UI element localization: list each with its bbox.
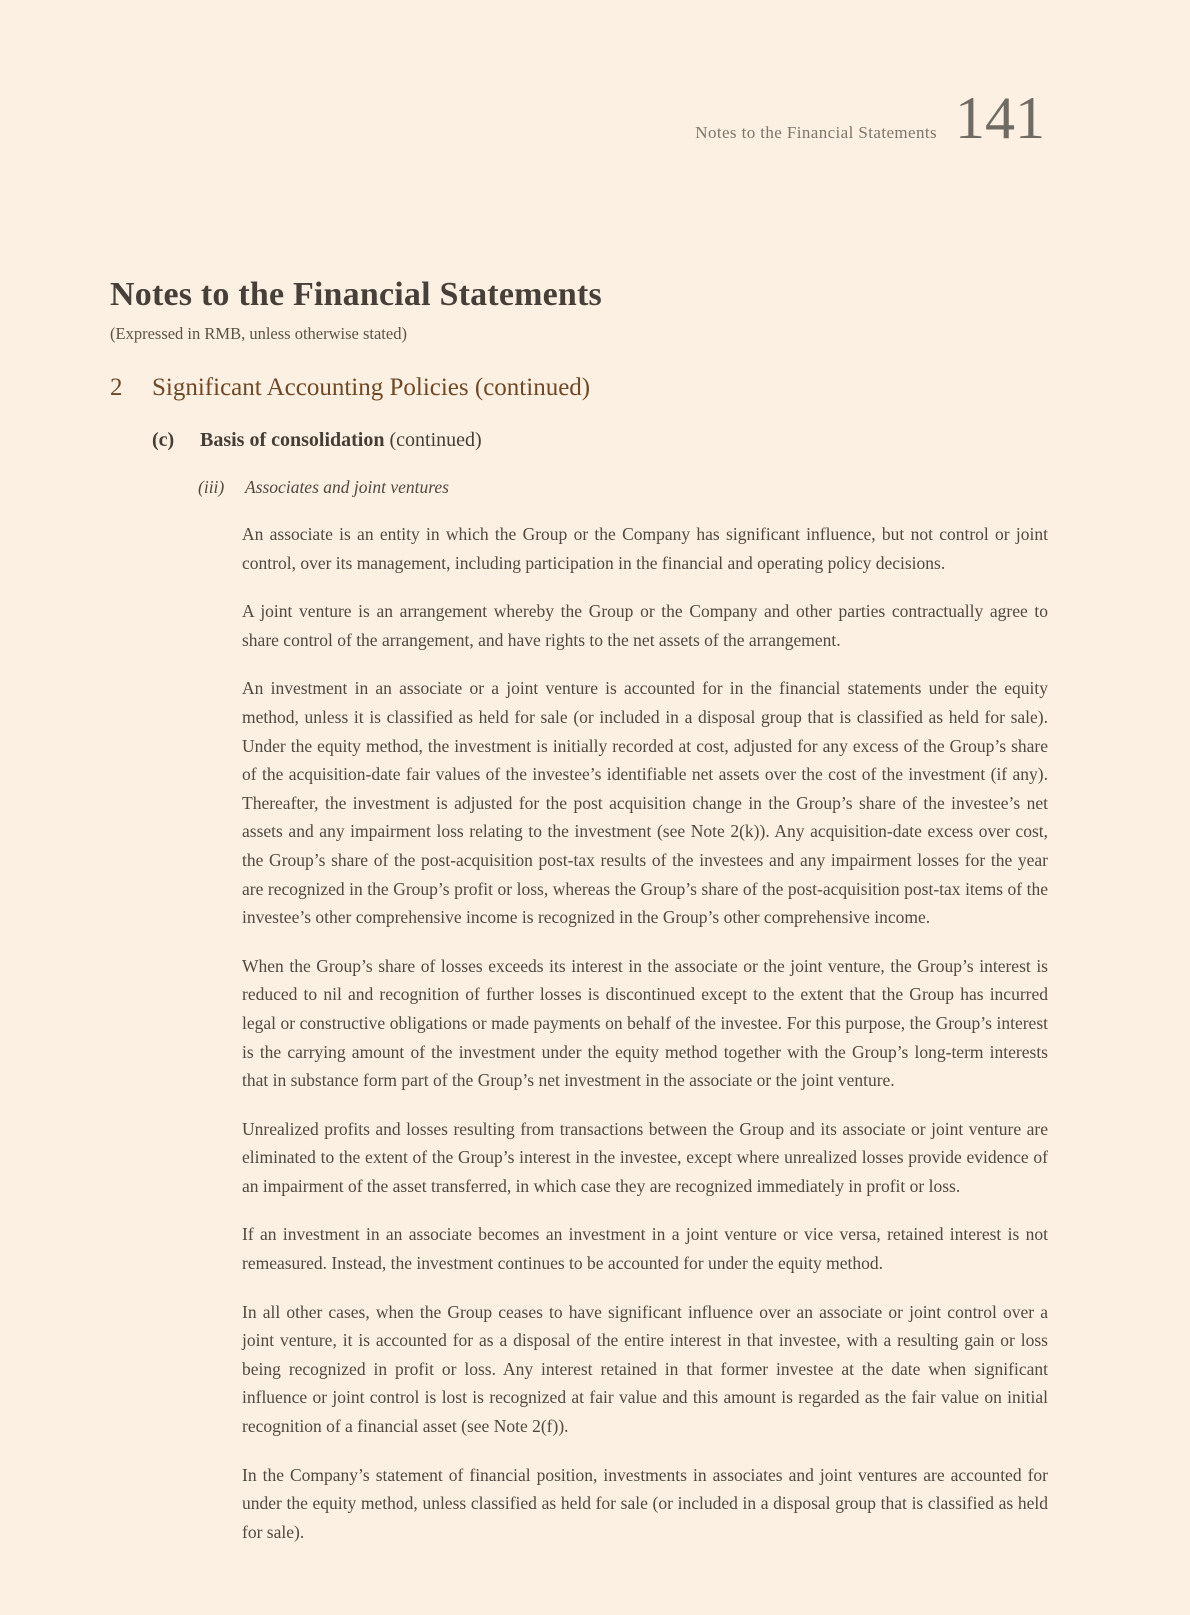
paragraph-associate-definition: An associate is an entity in which the Group or the Company has significant influence, but not control or joint control, over its management, including participation in the financial and operating policy decisions. [242, 524, 1048, 573]
section-heading [110, 374, 1048, 402]
section-number: 2 [110, 374, 123, 401]
paragraph-joint-venture-definition: A joint venture is an arrangement whereby the Group or the Company and other parties contractually agree to share control of the arrangement, and have rights to the net assets of the arrangement. [242, 601, 1048, 650]
subsection-title-bold: Basis of consolidation [200, 429, 385, 451]
subsubsection-heading [198, 477, 1048, 498]
page-number: 141 [955, 85, 1045, 151]
page-subtitle: (Expressed in RMB, unless otherwise stated) [110, 324, 407, 343]
subsection-heading [152, 429, 1048, 452]
paragraph-retained-interest: If an investment in an associate becomes an investment in a joint venture or vice versa, retained interest is not remeasured. Instead, the investment continues to be accounted for under the equity method. [242, 1224, 1048, 1274]
running-header-label: Notes to the Financial Statements [695, 123, 937, 142]
running-header [695, 85, 1045, 151]
paragraph-equity-method: An investment in an associate or a joint venture is accounted for in the financial statements under the equity method, unless it is classified as held for sale (or included in a disposal group that is classified as held for sale). Under the equity method, the investment is initially recorded at cost, adjusted for any excess of the Group’s share of the acquisition-date fair values of the investee’s identifiable net assets over the cost of the investment (if any). Thereafter, the investment is adjusted for the post acquisition change in the Group’s share of the investee’s net assets and any impairment loss relating to the investment (see Note 2(k)). Any acquisition-date excess over cost, the Group’s share of the post-acquisition post-tax results of the investees and any impairment losses for the year are recognized in the Group’s profit or loss, whereas the Group’s share of the post-acquisition post-tax items of the investee’s other comprehensive income is recognized in the Group’s other comprehensive income. [242, 678, 1048, 928]
paragraph-share-of-losses: When the Group’s share of losses exceeds its interest in the associate or the joint venture, the Group’s interest is reduced to nil and recognition of further losses is discontinued except to the extent that the Group has incurred legal or constructive obligations or made payments on behalf of the investee. For this purpose, the Group’s interest is the carrying amount of the investment under the equity method together with the Group’s long-term interests that in substance form part of the Group’s net investment in the associate or the joint venture. [242, 955, 1048, 1091]
paragraph-loss-of-influence: In all other cases, when the Group ceases to have significant influence over an associate or joint control over a joint venture, it is accounted for as a disposal of the entire interest in that investee, with a resulting gain or loss being recognized in profit or loss. Any interest retained in that former investee at the date when significant influence or joint control is lost is recognized at fair value and this amount is regarded as the fair value on initial recognition of a financial asset (see Note 2(f)). [242, 1301, 1048, 1437]
body-text [242, 520, 1048, 1546]
page-content [110, 276, 1048, 1546]
subsection-title-suffix: (continued) [384, 429, 482, 451]
subsection-title [200, 429, 482, 452]
paragraph-unrealized-profits: Unrealized profits and losses resulting from transactions between the Group and its associate or joint venture are eliminated to the extent of the Group’s interest in the investee, except where unrealized losses provide evidence of an impairment of the asset transferred, in which case they are recognized immediately in profit or loss. [242, 1118, 1048, 1196]
section-title: Significant Accounting Policies (continued) [152, 374, 591, 401]
page-title: Notes to the Financial Statements [110, 276, 602, 313]
subsection-label: (c) [152, 429, 175, 451]
subsubsection-label: (iii) [198, 477, 225, 497]
subsubsection-title: Associates and joint ventures [245, 477, 449, 497]
paragraph-company-statement: In the Company’s statement of financial position, investments in associates and joint ventures are accounted for under the equity method, unless classified as held for sale (or included in a disposal group that is classified as held for sale). [242, 1464, 1048, 1542]
